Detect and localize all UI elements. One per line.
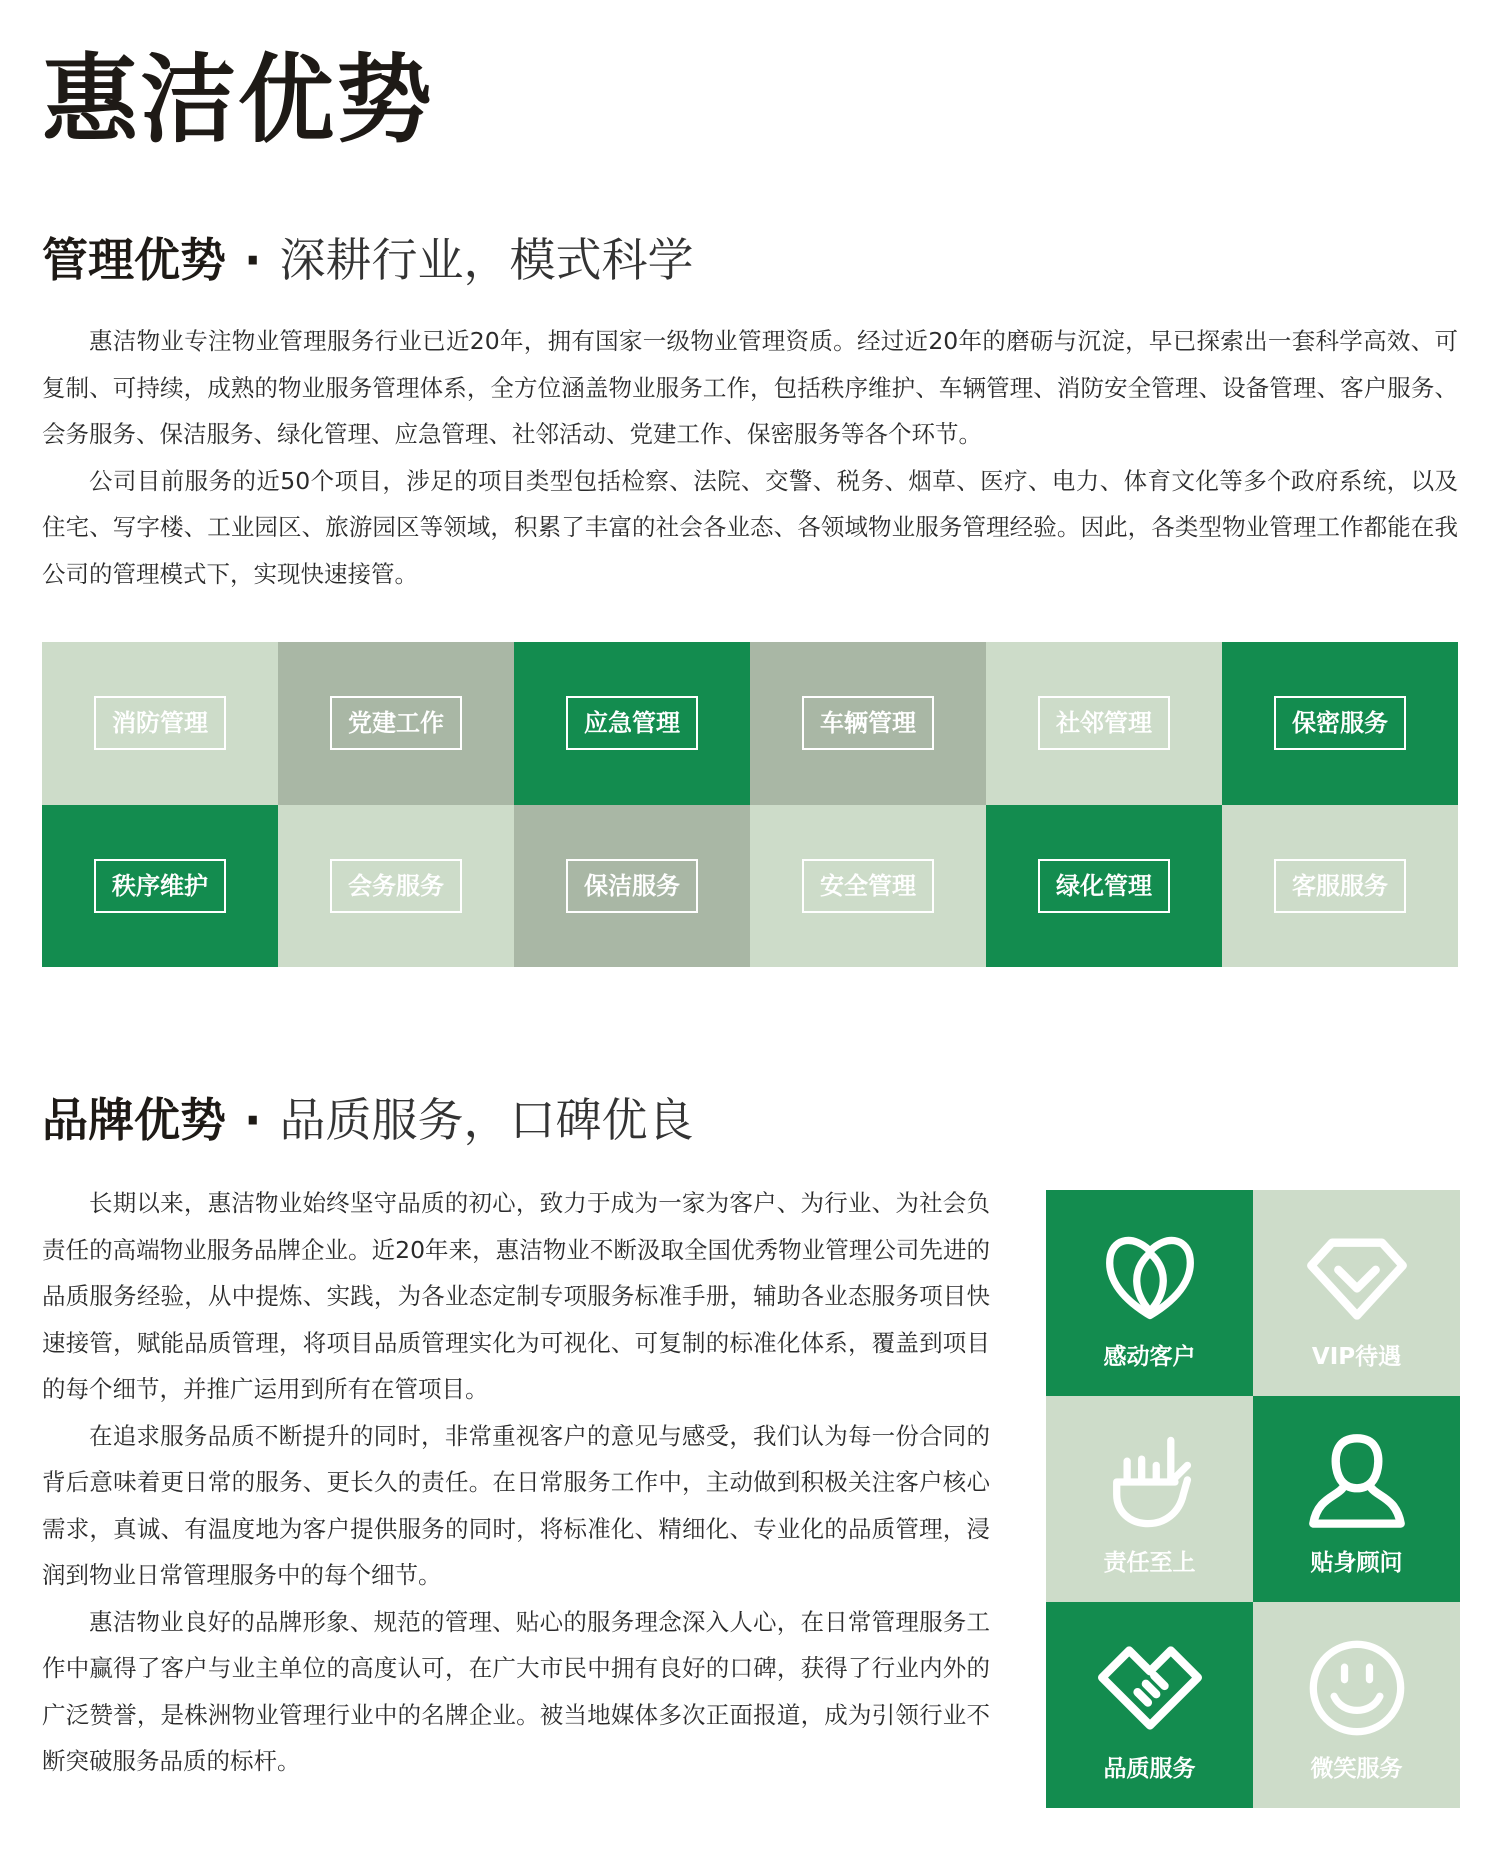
tile-label: 党建工作	[330, 696, 462, 750]
icon-label: VIP待遇	[1311, 1344, 1402, 1370]
tile-label: 绿化管理	[1038, 859, 1170, 913]
tile-label: 保密服务	[1274, 696, 1406, 750]
brand-text	[42, 1180, 990, 1785]
icon-label: 贴身顾问	[1310, 1550, 1403, 1576]
tile-greening-management	[986, 805, 1222, 968]
icon-label: 品质服务	[1103, 1756, 1196, 1782]
brand-heading-subtitle: 品质服务，口碑优良	[279, 1093, 694, 1147]
brand-section-heading	[42, 1088, 693, 1152]
tile-conference-service	[278, 805, 514, 968]
icon-tile-smile-service	[1253, 1602, 1460, 1808]
tile-label: 会务服务	[330, 859, 462, 913]
icon-tile-quality-service	[1046, 1602, 1253, 1808]
brand-paragraph: 在追求服务品质不断提升的同时，非常重视客户的意见与感受，我们认为每一份合同的背后意味着更日常的服务、更长久的责任。在日常服务工作中，主动做到积极关注客户核心需求，真诚、有温度地为客户提供服务的同时，将标准化、精细化、专业化的品质管理，浸润到物业日常管理服务中的每个细节。	[42, 1421, 990, 1589]
page-title: 惠洁优势	[42, 44, 434, 156]
handshake-icon	[1098, 1636, 1202, 1740]
heading-separator-dot: ·	[244, 1093, 262, 1147]
tile-label: 社邻管理	[1038, 696, 1170, 750]
icon-label: 感动客户	[1103, 1344, 1196, 1370]
management-paragraph: 公司目前服务的近50个项目，涉足的项目类型包括检察、法院、交警、税务、烟草、医疗、电力、体育文化等多个政府系统，以及住宅、写字楼、工业园区、旅游园区等领域，积累了丰富的社会各业态、各领域物业服务管理经验。因此，各类型物业管理工作都能在我公司的管理模式下，实现快速接管。	[42, 466, 1458, 588]
tile-neighborhood-management	[986, 642, 1222, 805]
management-tile-grid	[42, 642, 1458, 967]
icon-tile-vip	[1253, 1190, 1460, 1396]
tile-label: 秩序维护	[94, 859, 226, 913]
tile-confidential-service	[1222, 642, 1458, 805]
brand-heading-title: 品牌优势	[42, 1093, 226, 1147]
tile-fire-management	[42, 642, 278, 805]
tile-label: 消防管理	[94, 696, 226, 750]
brand-paragraph: 惠洁物业良好的品牌形象、规范的管理、贴心的服务理念深入人心，在日常管理服务工作中赢得了客户与业主单位的高度认可，在广大市民中拥有良好的口碑，获得了行业内外的广泛赞誉，是株洲物业管理行业中的名牌企业。被当地媒体多次正面报道，成为引领行业不断突破服务品质的标杆。	[42, 1607, 990, 1775]
tile-customer-service	[1222, 805, 1458, 968]
heart-leaf-icon	[1098, 1224, 1202, 1328]
management-heading-subtitle: 深耕行业，模式科学	[279, 233, 694, 287]
management-text	[42, 318, 1458, 597]
tile-cleaning-service	[514, 805, 750, 968]
icon-tile-responsibility	[1046, 1396, 1253, 1602]
heading-separator-dot: ·	[244, 233, 262, 287]
brand-icon-grid	[1046, 1190, 1460, 1808]
management-paragraph: 惠洁物业专注物业管理服务行业已近20年，拥有国家一级物业管理资质。经过近20年的磨砺与沉淀，早已探索出一套科学高效、可复制、可持续，成熟的物业服务管理体系，全方位涵盖物业服务工作，包括秩序维护、车辆管理、消防安全管理、设备管理、客户服务、会务服务、保洁服务、绿化管理、应急管理、社邻活动、党建工作、保密服务等各个环节。	[42, 327, 1458, 448]
diamond-check-icon	[1305, 1224, 1409, 1328]
icon-label: 微笑服务	[1310, 1756, 1403, 1782]
tile-party-building	[278, 642, 514, 805]
tile-label: 应急管理	[566, 696, 698, 750]
tile-order-maintenance	[42, 805, 278, 968]
management-section-heading	[42, 228, 693, 292]
tile-label: 保洁服务	[566, 859, 698, 913]
brand-paragraph: 长期以来，惠洁物业始终坚守品质的初心，致力于成为一家为客户、为行业、为社会负责任的高端物业服务品牌企业。近20年来，惠洁物业不断汲取全国优秀物业管理公司先进的品质服务经验，从中提炼、实践，为各业态定制专项服务标准手册，辅助各业态服务项目快速接管，赋能品质管理，将项目品质管理实化为可视化、可复制的标准化体系，覆盖到项目的每个细节，并推广运用到所有在管项目。	[42, 1189, 990, 1403]
icon-tile-touch-customer	[1046, 1190, 1253, 1396]
icon-tile-personal-advisor	[1253, 1396, 1460, 1602]
tile-vehicle-management	[750, 642, 986, 805]
tile-label: 客服服务	[1274, 859, 1406, 913]
person-icon	[1305, 1430, 1409, 1534]
management-heading-title: 管理优势	[42, 233, 226, 287]
hand-gesture-icon	[1098, 1430, 1202, 1534]
tile-emergency-management	[514, 642, 750, 805]
tile-security-management	[750, 805, 986, 968]
tile-label: 安全管理	[802, 859, 934, 913]
smile-icon	[1305, 1636, 1409, 1740]
tile-label: 车辆管理	[802, 696, 934, 750]
icon-label: 责任至上	[1103, 1550, 1196, 1576]
